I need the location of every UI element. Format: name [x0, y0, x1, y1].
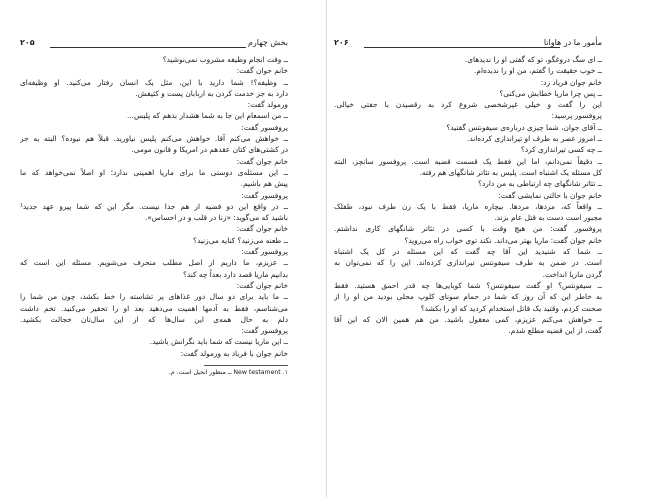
text-line: ــ تئاتر شانگهای چه ارتباطی به من دارد؟: [478, 179, 602, 189]
text-line: ــ در واقع این دو قضیه از هم جدا نیست. مگر این که شما پیرو عهد جدید¹: [20, 201, 288, 211]
text-line: خانم جوان با حالتی نمایشی گفت:: [498, 190, 602, 200]
text-line: ــ امروز عصر به طرف او تیراندازی کرده‌اند.: [466, 134, 602, 144]
text-line: می‌شناسم، فقط به آدمها اهمیت می‌دهید بعد او را تحقیر می‌کنید. تخم داشت: [20, 303, 288, 313]
text-line: پروفسور گفت:: [241, 122, 288, 132]
right-page-body: [334, 54, 602, 336]
text-line: ــ طعنه می‌زنید؟ کنایه می‌زنید؟: [193, 235, 288, 245]
left-header-title: بخش چهارم: [247, 38, 288, 47]
text-line: است. در ضمن به طرف سیفونتس تیراندازی کرده‌اند. این را که نمی‌توان به: [334, 258, 602, 268]
text-line: پروفسور گفت: من هیچ وقت با کسی در تئاتر شانگهای کاری نداشتم.: [334, 224, 602, 234]
text-line: خانم جوان گفت:: [236, 156, 288, 166]
text-line: خانم جوان با فریاد به ورمولد گفت:: [180, 348, 288, 358]
text-line: خانم جوان گفت:: [236, 66, 288, 76]
text-line: ورمولد گفت:: [247, 100, 288, 110]
page-gutter: [326, 0, 327, 497]
text-line: ــ این ماریا نیست که شما باید نگرانش باشید.: [149, 337, 288, 347]
text-line: ــ خوب حقیقت را گفتم، من او را ندیده‌ام.: [474, 66, 602, 76]
left-footnote: ۱. New testament ــ منظور انجیل است. م.: [168, 369, 288, 377]
text-line: این را گفت و خیلی غیرشخصی شروع کرد به رقصیدن با جفتی خیالی.: [334, 100, 602, 110]
text-line: ــ شما که شنیدید این آقا چه گفت که این مسئله در کل یک اشتباه: [334, 247, 602, 257]
text-line: دلم به حال همه‌ی این سال‌ها که از این سال‌تان خجالت بکشید.: [20, 314, 288, 324]
left-page-header: [20, 36, 288, 50]
text-line: ــ ای سگ دروغگو، تو که گفتی او را ندیدهای.: [464, 55, 602, 64]
text-line: ــ واقعاً که، مردها، مردها. بیچاره ماریا، فقط با یک زن طرف نبود، طفلک: [334, 201, 602, 211]
text-line: پروفسور گفت:: [241, 326, 288, 336]
text-line: ــ خواهش می‌کنم عزیزم، کمی معقول باشید. من هم همین الان که این آقا: [334, 314, 602, 324]
left-page: [20, 36, 288, 476]
left-header-rule: [50, 47, 246, 48]
text-line: خانم جوان گفت:: [236, 224, 288, 234]
right-page-number: ۲۰۶: [334, 38, 349, 47]
text-line: ــ خواهش می‌کنم آقا. خواهش می‌کنم پلیس نیاورید. قبلاً هم نبوده؟ البته به جز: [20, 134, 288, 144]
right-header-rule: [364, 47, 560, 48]
text-line: پروفسور گفت:: [241, 247, 288, 257]
text-line: پروفسور گفت:: [241, 190, 288, 200]
text-line: ــ پس چرا ماریا خطابش می‌کنی؟: [499, 88, 602, 98]
text-line: ــ عزیزم، ما داریم از اصل مطلب منحرف می‌شویم. مسئله این است که: [20, 258, 288, 268]
text-line: پیش هم باشیم.: [240, 179, 288, 189]
text-line: ــ وقت انجام وظیفه مشروب نمی‌نوشید؟: [162, 55, 288, 64]
text-line: در کشتی‌های کتان عقدهم در امریکا و قانون مومی.: [131, 145, 288, 155]
text-line: باشید که می‌گوید: «زنا در قلب و در احساس».: [144, 213, 288, 223]
right-header-title: مأمور ما در هاوانا: [543, 38, 602, 47]
text-line: مجبور است دست به قتل عام بزند.: [494, 213, 602, 223]
text-line: ــ چه کسی تیراندازی کرد؟: [520, 145, 602, 155]
text-line: ــ این مسئله‌ی دوستی ما برای ماریا اهمیتی ندارد؛ او اصلاً نمی‌خواهد که ما: [20, 167, 288, 177]
text-line: ــ ما باید برای دو سال دور غذاهای پر تشاسته را خط بکشد، چون من شما را: [20, 292, 288, 302]
text-line: خانم جوان گفت: ماریا بهتر می‌داند. نکند توی خواب راه می‌روید؟: [404, 235, 602, 245]
text-line: ــ آقای جوان، شما چیزی درباره‌ی سیفونتس گفتید؟: [446, 122, 602, 132]
text-line: پروفسور پرسید:: [551, 111, 602, 121]
text-line: به خاطر این که آن روز که شما در حمام سونای کلوپ محلی بودید من او را از: [334, 292, 602, 302]
text-line: گفت، از این قضیه مطلع شدم.: [508, 326, 602, 336]
text-line: خانم جوان گفت:: [236, 280, 288, 290]
text-line: ــ من اسمعام این جا به شما هشدار بدهم که پلیس...: [126, 111, 288, 121]
text-line: صحنت کردم، وقتید یک قاتل استخدام کردید که او را بکشد؟: [420, 303, 602, 313]
text-line: ــ سیفونتس؟ او گفت سیفونتس؟ شما کوبایی‌ها چه قدر احمق هستید. فقط: [334, 280, 602, 290]
footnote-rule: [204, 365, 288, 366]
text-line: دارد به جز خدمت کردن به اربابان پست و کثیفش.: [135, 88, 288, 98]
right-page-header: [334, 36, 602, 50]
text-line: کل مسئله یک اشتباه است. پلیس به تئاتر شانگهای هم رفته.: [419, 167, 602, 177]
text-line: گردن ماریا انداخت.: [542, 269, 602, 279]
left-page-number: ۲۰۵: [20, 38, 35, 47]
text-line: ــ دقیقاً نمی‌دانم، اما این فقط یک قسمت قضیه است. پروفسور سانچز، البته: [334, 156, 602, 166]
left-page-body: [20, 54, 288, 359]
text-line: ــ وظیفه؟! شما دارید با این، مثل یک انسان رفتار می‌کنید. او وظیفه‌ای: [20, 77, 288, 87]
text-line: بدانیم ماریا قصد دارد بعداً چه کند؟: [182, 269, 288, 279]
right-page: [334, 36, 602, 476]
text-line: خانم جوان فریاد زد:: [540, 77, 602, 87]
